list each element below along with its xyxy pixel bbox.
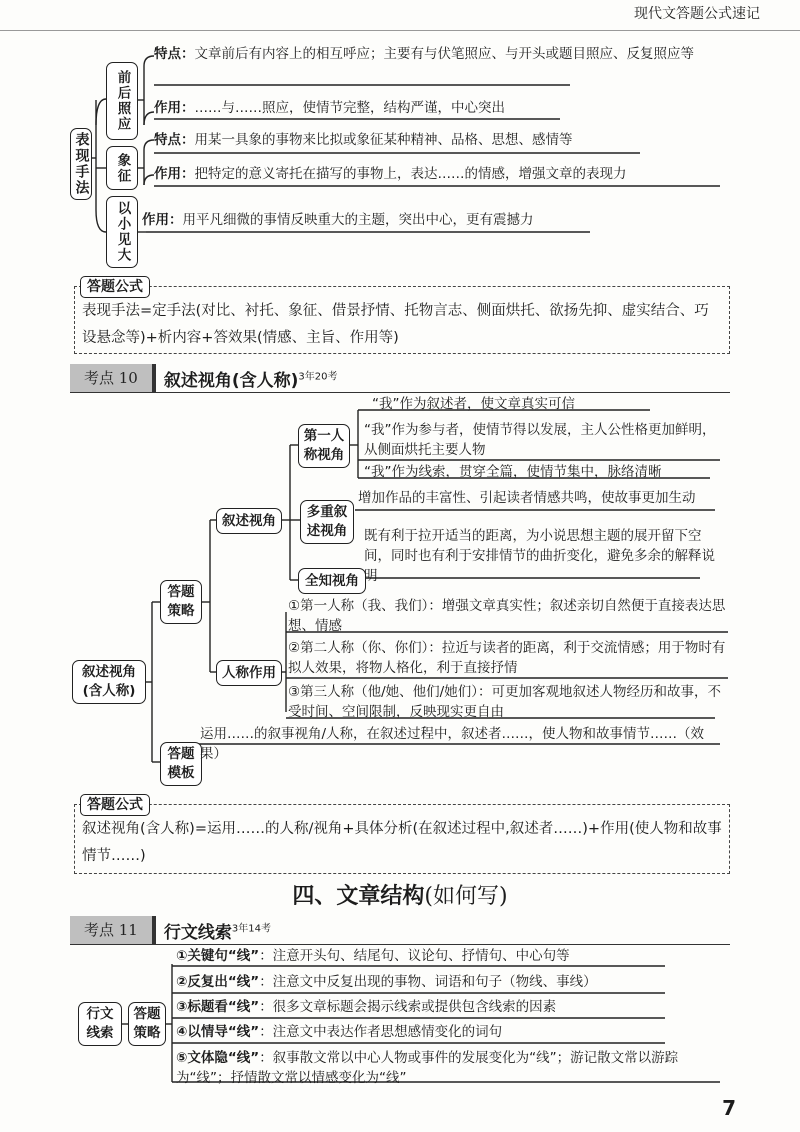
kp10-view: 叙述视角 bbox=[216, 508, 282, 534]
page-number: 7 bbox=[722, 1096, 736, 1120]
node-xiangzheng: 象征 bbox=[106, 146, 138, 190]
node-qianhou-zhaoying: 前后照应 bbox=[106, 62, 138, 140]
kp10-fp3: “我”作为线索，贯穿全篇，使情节集中，脉络清晰 bbox=[364, 464, 662, 480]
kp10-fp1: “我”作为叙述者，使文章真实可信 bbox=[372, 396, 575, 412]
kp10-multi-view: 多重叙述视角 bbox=[300, 500, 354, 544]
kp10-title: 叙述视角(含人称)$^{3年20考}$ bbox=[163, 370, 338, 391]
kp10-pe2: ②第二人称（你、你们）：拉近与读者的距离，利于交流情感；用于物时有拟人效果，将物人格化，利于直接抒情 bbox=[288, 640, 726, 676]
kp11-root: 行文线索 bbox=[78, 1002, 122, 1046]
formula-title-2: 答题公式 bbox=[80, 794, 150, 816]
kp10-omni-text: 既有利于拉开适当的距离，为小说思想主题的展开留下空间，同时也有利于安排情节的曲折变化，避免多余的解释说明 bbox=[364, 528, 715, 584]
formula-title-1: 答题公式 bbox=[80, 276, 150, 298]
section4-title: 四、文章结构(如何写) bbox=[292, 884, 508, 909]
qianhou-feature: 特点：文章前后有内容上的相互呼应；主要有与伏笔照应、与开头或题目照应、反复照应等 bbox=[154, 46, 694, 62]
kp10-person-effect: 人称作用 bbox=[216, 660, 282, 686]
kp10-root: 叙述视角(含人称) bbox=[72, 660, 146, 704]
kp11-rule bbox=[70, 944, 730, 945]
kp10-rule bbox=[70, 392, 730, 393]
kp11-item-1: ①关键句“线”：注意开头句、结尾句、议论句、抒情句、中心句等 bbox=[176, 948, 570, 964]
kp10-fp2: “我”作为参与者，使情节得以发展，主人公性格更加鲜明，从侧面烘托主要人物 bbox=[364, 422, 716, 458]
kp11-title: 行文线索$^{3年14考}$ bbox=[163, 922, 271, 943]
kp10-omni-view: 全知视角 bbox=[298, 568, 366, 594]
kp10-first-person-view: 第一人称视角 bbox=[298, 424, 350, 468]
root-biaoxian-shoufa: 表现手法 bbox=[70, 128, 92, 200]
kp11-sup: 3年14考 bbox=[231, 922, 271, 934]
kp10-tag: 考点 10 bbox=[70, 364, 152, 392]
xiangzheng-effect: 作用：把特定的意义寄托在描写的事物上，表达……的情感，增强文章的表现力 bbox=[154, 166, 627, 182]
kp10-pe3: ③第三人称（他/她、他们/她们）：可更加客观地叙述人物经历和故事，不受时间、空间限制，反映现实更自由 bbox=[288, 684, 721, 720]
kp10-pe1: ①第一人称（我、我们）：增强文章真实性；叙述亲切自然便于直接表达思想、情感 bbox=[288, 598, 726, 634]
kp10-multi-text: 增加作品的丰富性、引起读者情感共鸣，使故事更加生动 bbox=[358, 490, 696, 506]
kp11-item-5: ⑤文体隐“线”：叙事散文常以中心人物或事件的发展变化为“线”；游记散文常以游踪为“线”；抒情散文常以情感变化为“线” bbox=[176, 1050, 679, 1086]
qianhou-effect: 作用：……与……照应，使情节完整，结构严谨，中心突出 bbox=[154, 100, 505, 116]
kp10-header bbox=[70, 364, 338, 392]
kp10-template: 答题模板 bbox=[160, 742, 202, 786]
kp10-strategy: 答题策略 bbox=[160, 580, 202, 624]
node-yixiao-jianda: 以小见大 bbox=[106, 196, 138, 268]
yixiao-effect: 作用：用平凡细微的事情反映重大的主题，突出中心，更有震撼力 bbox=[142, 212, 534, 228]
xiangzheng-feature: 特点：用某一具象的事物来比拟或象征某种精神、品格、思想、感情等 bbox=[154, 132, 573, 148]
kp10-sup: 3年20考 bbox=[298, 370, 338, 382]
header-title: 现代文答题公式速记 bbox=[634, 6, 760, 22]
formula-text-1: 表现手法=定手法(对比、衬托、象征、借景抒情、托物言志、侧面烘托、欲扬先抑、虚实结合、巧设悬念等)+析内容+答效果(情感、主旨、作用等) bbox=[82, 303, 709, 346]
kp11-header bbox=[70, 916, 271, 944]
kp11-tag: 考点 11 bbox=[70, 916, 152, 944]
kp11-item-3: ③标题看“线”：很多文章标题会揭示线索或提供包含线索的因素 bbox=[176, 999, 557, 1015]
formula-text-2: 叙述视角(含人称)=运用……的人称/视角+具体分析(在叙述过程中,叙述者……)+作用(使人物和故事情节……) bbox=[82, 821, 722, 864]
kp11-item-2: ②反复出“线”：注意文中反复出现的事物、词语和句子（物线、事线） bbox=[176, 974, 597, 990]
kp10-template-text: 运用……的叙事视角/人称，在叙述过程中，叙述者……，使人物和故事情节……（效果） bbox=[200, 726, 705, 762]
kp11-strategy: 答题策略 bbox=[128, 1002, 166, 1046]
kp11-item-4: ④以情导“线”：注意文中表达作者思想感情变化的词句 bbox=[176, 1024, 503, 1040]
